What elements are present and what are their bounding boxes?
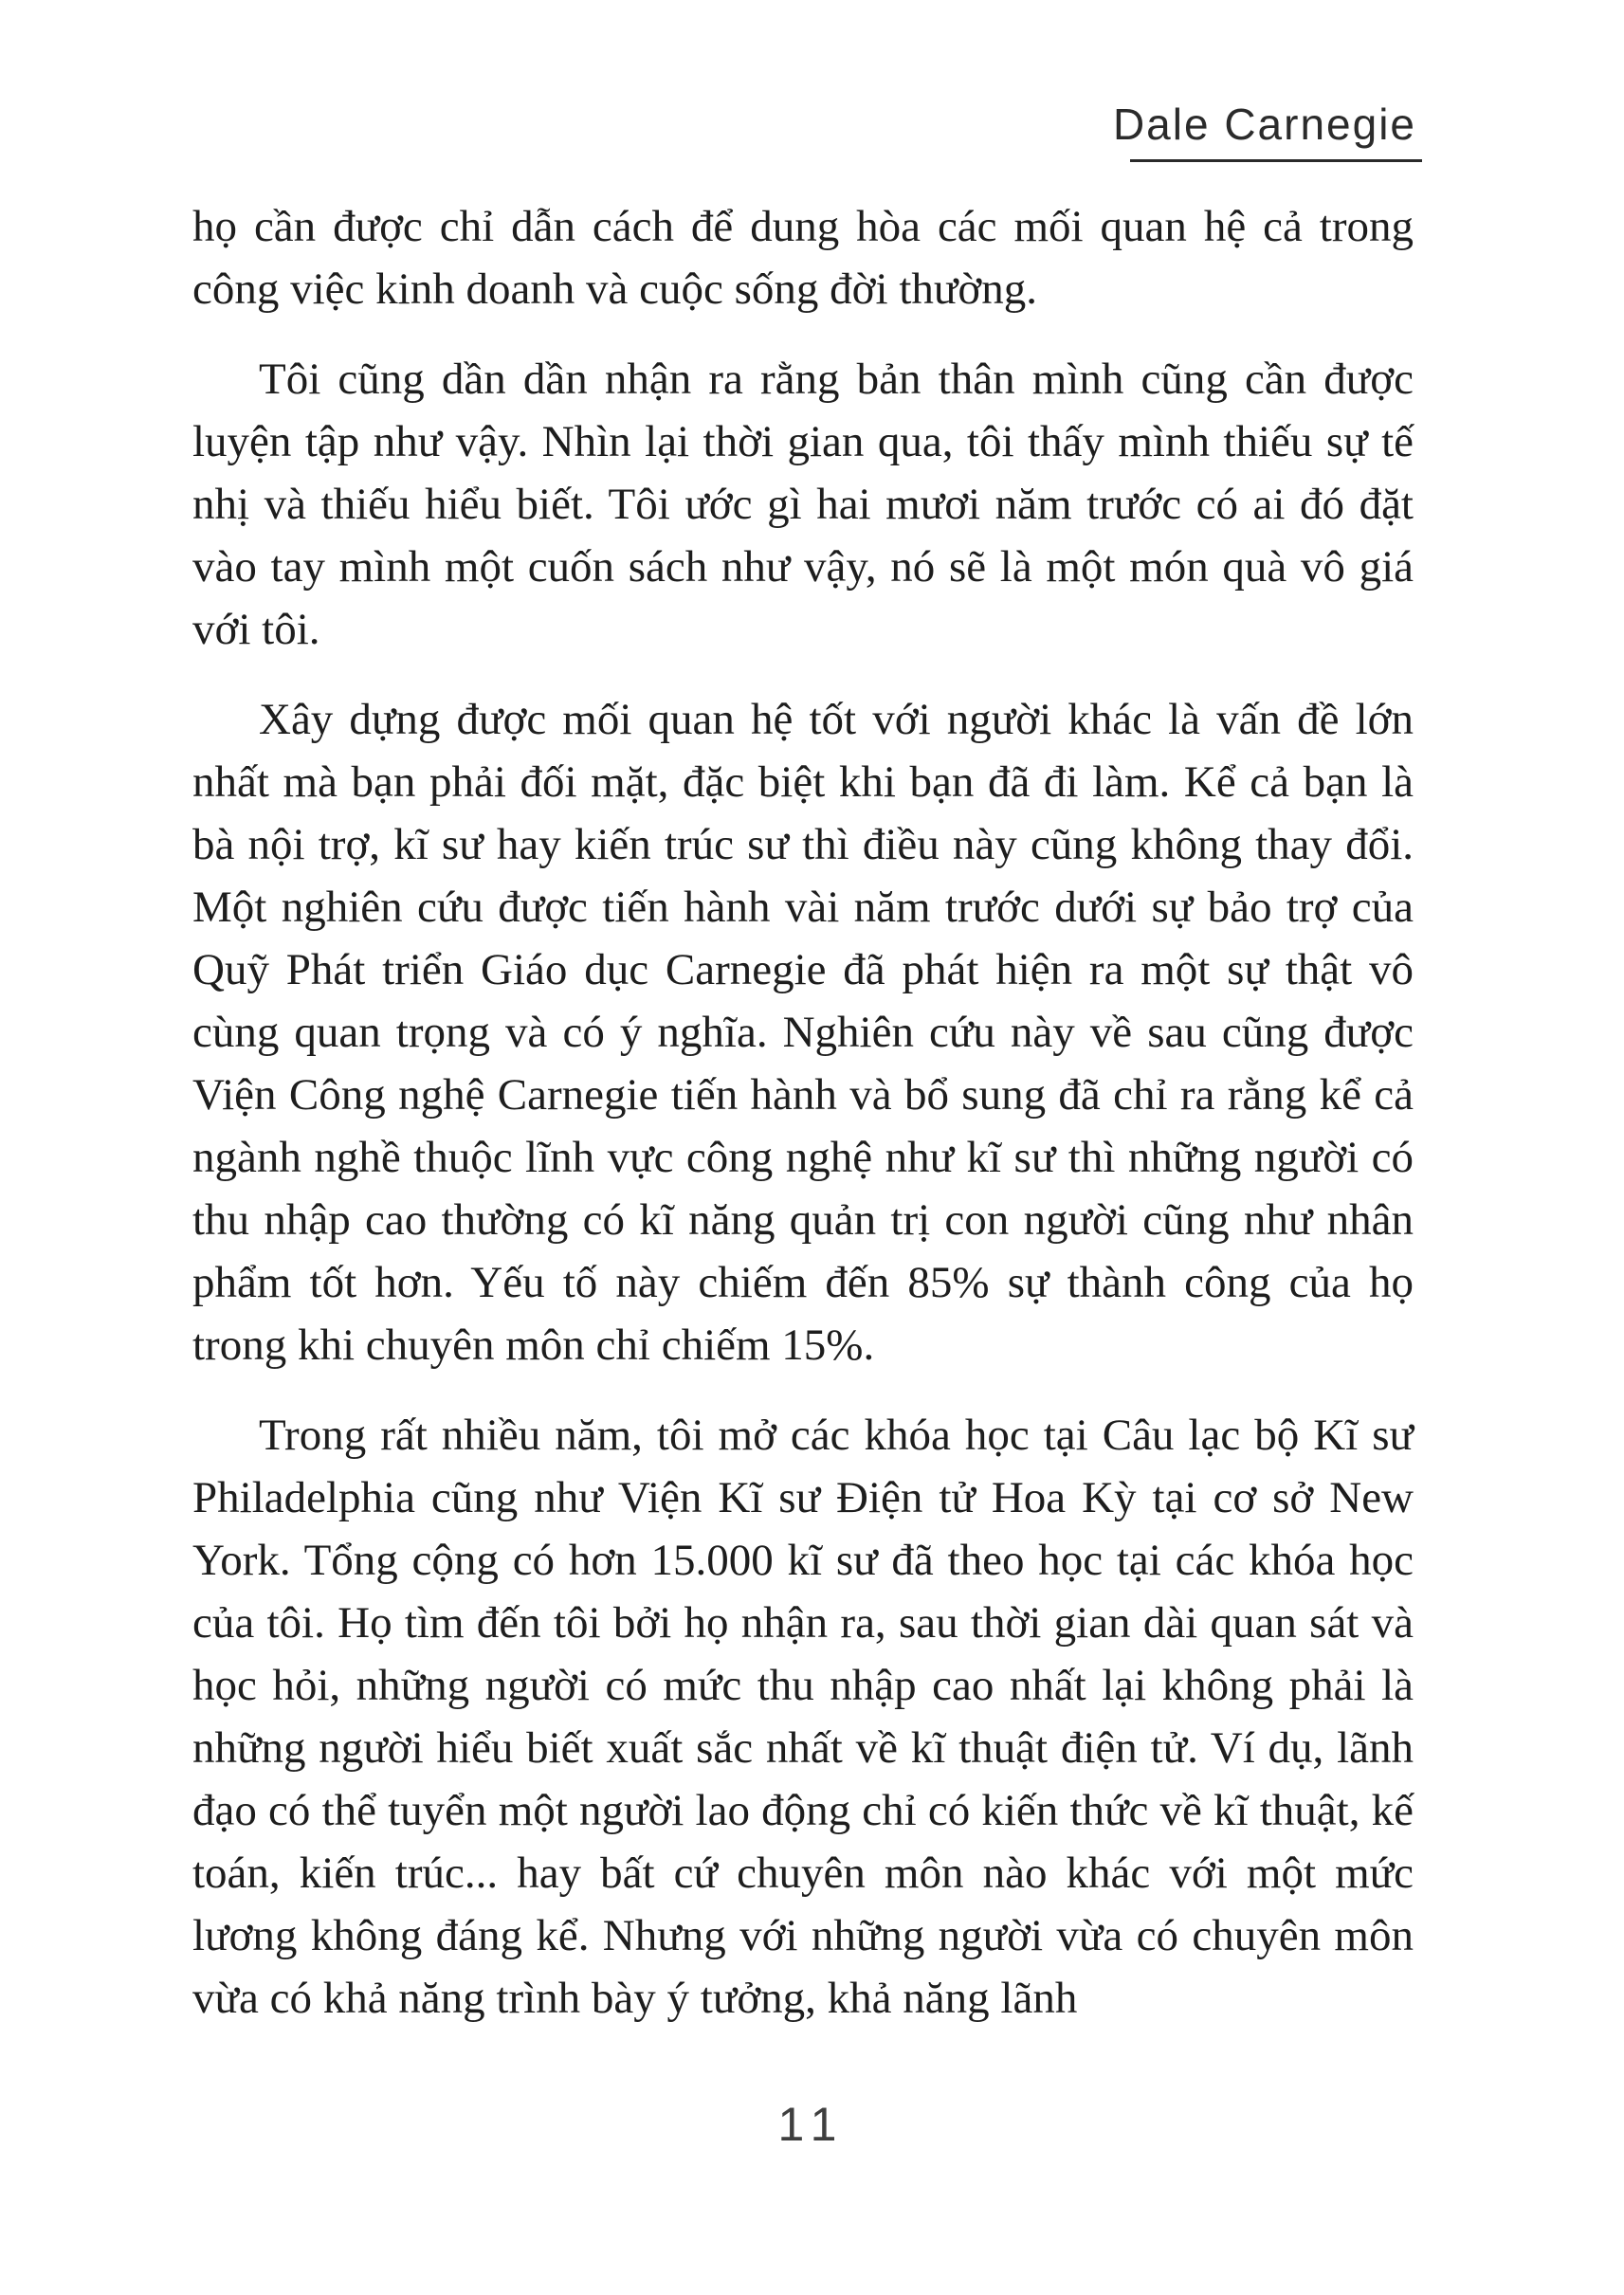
- paragraph: họ cần được chỉ dẫn cách để dung hòa các mối quan hệ cả trong công việc kinh doanh và cuộc sống đời thường.: [192, 202, 1414, 314]
- body-text: [192, 195, 1414, 2030]
- page-number: 11: [777, 2098, 847, 2151]
- paragraph: Tôi cũng dần dần nhận ra rằng bản thân mình cũng cần được luyện tập như vậy. Nhìn lại thời gian qua, tôi thấy mình thiếu sự tế nhị và thiếu hiểu biết. Tôi ước gì hai mươi năm trước có ai đó đặt vào tay mình một cuốn sách như vậy, nó sẽ là một món quà vô giá với tôi.: [192, 355, 1414, 654]
- paragraph: Xây dựng được mối quan hệ tốt với người khác là vấn đề lớn nhất mà bạn phải đối mặt, đặc biệt khi bạn đã đi làm. Kể cả bạn là bà nội trợ, kĩ sư hay kiến trúc sư thì điều này cũng không thay đổi. Một nghiên cứu được tiến hành vài năm trước dưới sự bảo trợ của Quỹ Phát triển Giáo dục Carnegie đã phát hiện ra một sự thật vô cùng quan trọng và có ý nghĩa. Nghiên cứu này về sau cũng được Viện Công nghệ Carnegie tiến hành và bổ sung đã chỉ ra rằng kể cả ngành nghề thuộc lĩnh vực công nghệ như kĩ sư thì những người có thu nhập cao thường có kĩ năng quản trị con người cũng như nhân phẩm tốt hơn. Yếu tố này chiếm đến 85% sự thành công của họ trong khi chuyên môn chỉ chiếm 15%.: [192, 695, 1414, 1370]
- header-rule: [1130, 159, 1422, 162]
- running-head-author: Dale Carnegie: [1112, 100, 1416, 149]
- paragraph: Trong rất nhiều năm, tôi mở các khóa học tại Câu lạc bộ Kĩ sư Philadelphia cũng như Viện Kĩ sư Điện tử Hoa Kỳ tại cơ sở New York. Tổng cộng có hơn 15.000 kĩ sư đã theo học tại các khóa học của tôi. Họ tìm đến tôi bởi họ nhận ra, sau thời gian dài quan sát và học hỏi, những người có mức thu nhập cao nhất lại không phải là những người hiểu biết xuất sắc nhất về kĩ thuật điện tử. Ví dụ, lãnh đạo có thể tuyển một người lao động chỉ có kiến thức về kĩ thuật, kế toán, kiến trúc... hay bất cứ chuyên môn nào khác với một mức lương không đáng kể. Nhưng với những người vừa có chuyên môn vừa có khả năng trình bày ý tưởng, khả năng lãnh: [192, 1411, 1414, 2023]
- page-header: [1113, 100, 1422, 162]
